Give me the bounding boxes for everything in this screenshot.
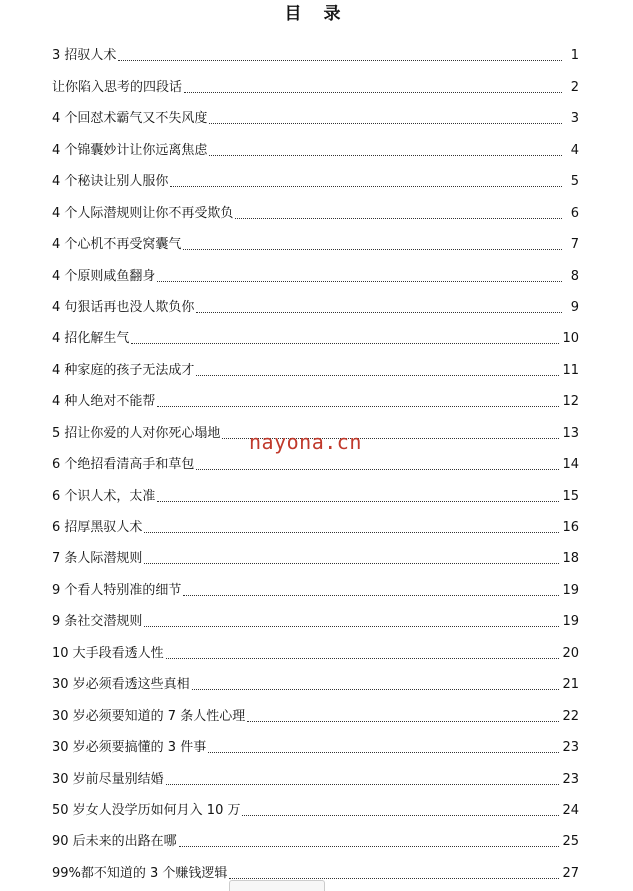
dot-leader [235,218,562,219]
toc-entry-page: 24 [562,802,579,818]
toc-entry-page: 2 [570,79,579,95]
toc-entry[interactable] [52,788,579,819]
dot-leader [229,878,559,879]
toc-entry-title: 3 招驭人术 [52,48,117,64]
toc-entry-title: 30 岁必须要搞懂的 3 件事 [52,740,207,756]
toc-entry-title: 4 个秘诀让别人服你 [52,174,169,190]
toc-entry-title: 10 大手段看透人性 [52,645,164,661]
dot-leader [192,689,560,690]
table-of-contents [52,33,579,882]
dot-leader [157,281,562,282]
toc-entry-page: 5 [570,174,579,190]
dot-leader [131,343,559,344]
toc-entry[interactable] [52,316,579,347]
page-footer-tab [229,880,325,891]
toc-entry-page: 25 [562,834,579,850]
toc-entry-title: 99%都不知道的 3 个赚钱逻辑 [52,865,228,881]
toc-entry-title: 30 岁必须看透这些真相 [52,677,190,693]
toc-entry-title: 4 句狠话再也没人欺负你 [52,299,195,315]
toc-entry-page: 1 [570,48,579,64]
toc-entry-title: 9 条社交潜规则 [52,614,143,630]
dot-leader [247,721,559,722]
toc-entry[interactable] [52,536,579,567]
toc-entry[interactable] [52,473,579,504]
toc-entry-page: 19 [562,614,579,630]
toc-entry-page: 4 [570,142,579,158]
toc-entry-page: 12 [562,394,579,410]
toc-entry[interactable] [52,159,579,190]
toc-entry-title: 50 岁女人没学历如何月入 10 万 [52,802,241,818]
toc-entry[interactable] [52,33,579,64]
toc-entry-title: 6 个识人术，太准 [52,488,156,504]
toc-entry[interactable] [52,347,579,378]
toc-entry-title: 让你陷入思考的四段话 [52,79,183,95]
toc-entry[interactable] [52,662,579,693]
toc-entry-title: 4 个原则咸鱼翻身 [52,268,156,284]
dot-leader [208,752,559,753]
dot-leader [144,626,559,627]
dot-leader [179,846,560,847]
toc-entry-page: 23 [562,740,579,756]
dot-leader [183,249,562,250]
toc-entry-page: 18 [562,551,579,567]
dot-leader [209,155,562,156]
toc-entry-page: 7 [570,237,579,253]
toc-entry-page: 20 [562,645,579,661]
toc-entry-title: 4 个心机不再受窝囊气 [52,237,182,253]
toc-entry-title: 6 个绝招看清高手和草包 [52,457,195,473]
toc-entry-page: 19 [562,582,579,598]
toc-entry-title: 4 招化解生气 [52,331,130,347]
toc-entry-title: 90 后未来的出路在哪 [52,834,177,850]
toc-entry[interactable] [52,190,579,221]
toc-entry-page: 14 [562,457,579,473]
toc-entry-page: 10 [562,331,579,347]
dot-leader [157,501,559,502]
toc-entry-title: 5 招让你爱的人对你死心塌地 [52,425,221,441]
dot-leader [183,595,559,596]
toc-entry-page: 21 [562,677,579,693]
toc-entry-page: 16 [562,520,579,535]
toc-entry-title: 4 种家庭的孩子无法成才 [52,362,195,378]
toc-entry-title: 4 个锦囊妙计让你远离焦虑 [52,142,208,158]
dot-leader [166,784,560,785]
toc-entry[interactable] [52,725,579,756]
toc-entry[interactable] [52,96,579,127]
toc-entry-page: 3 [570,111,579,127]
toc-entry-page: 27 [562,865,579,881]
toc-entry-title: 9 个看人特别准的细节 [52,582,182,598]
dot-leader [166,658,560,659]
toc-entry[interactable] [52,285,579,316]
toc-entry[interactable] [52,630,579,661]
toc-entry-page: 6 [570,205,579,221]
toc-entry-page: 22 [562,708,579,724]
toc-entry-title: 30 岁必须要知道的 7 条人性心理 [52,708,246,724]
toc-entry-page: 11 [562,362,579,378]
dot-leader [144,563,559,564]
dot-leader [209,123,562,124]
dot-leader [196,312,562,313]
toc-entry-title: 6 招厚黑驭人术 [52,520,143,535]
toc-entry-page: 15 [562,488,579,504]
toc-entry-title: 4 种人绝对不能帮 [52,394,156,410]
page-title: 目 录 [284,4,349,24]
toc-entry[interactable] [52,127,579,158]
toc-entry[interactable] [52,222,579,253]
toc-entry-page: 9 [570,299,579,315]
toc-entry[interactable] [52,567,579,598]
dot-leader [242,815,559,816]
toc-entry[interactable] [52,756,579,787]
toc-entry[interactable] [52,693,579,724]
toc-entry-page: 13 [562,425,579,441]
toc-entry-page: 23 [562,771,579,787]
dot-leader [196,469,559,470]
dot-leader [157,406,559,407]
dot-leader [184,92,562,93]
toc-entry[interactable] [52,505,579,536]
toc-entry[interactable] [52,850,579,881]
toc-entry[interactable] [52,379,579,410]
toc-entry-title: 4 个人际潜规则让你不再受欺负 [52,205,234,221]
dot-leader [118,60,562,61]
toc-entry[interactable] [52,64,579,95]
dot-leader [144,532,559,533]
toc-entry-title: 4 个回怼术霸气又不失风度 [52,111,208,127]
toc-entry-title: 30 岁前尽量别结婚 [52,771,164,787]
toc-entry[interactable] [52,599,579,630]
watermark: nayona.cn [249,430,362,454]
toc-entry[interactable] [52,819,579,850]
toc-entry[interactable] [52,253,579,284]
dot-leader [170,186,562,187]
toc-entry-page: 8 [570,268,579,284]
dot-leader [196,375,559,376]
toc-entry-title: 7 条人际潜规则 [52,551,143,567]
